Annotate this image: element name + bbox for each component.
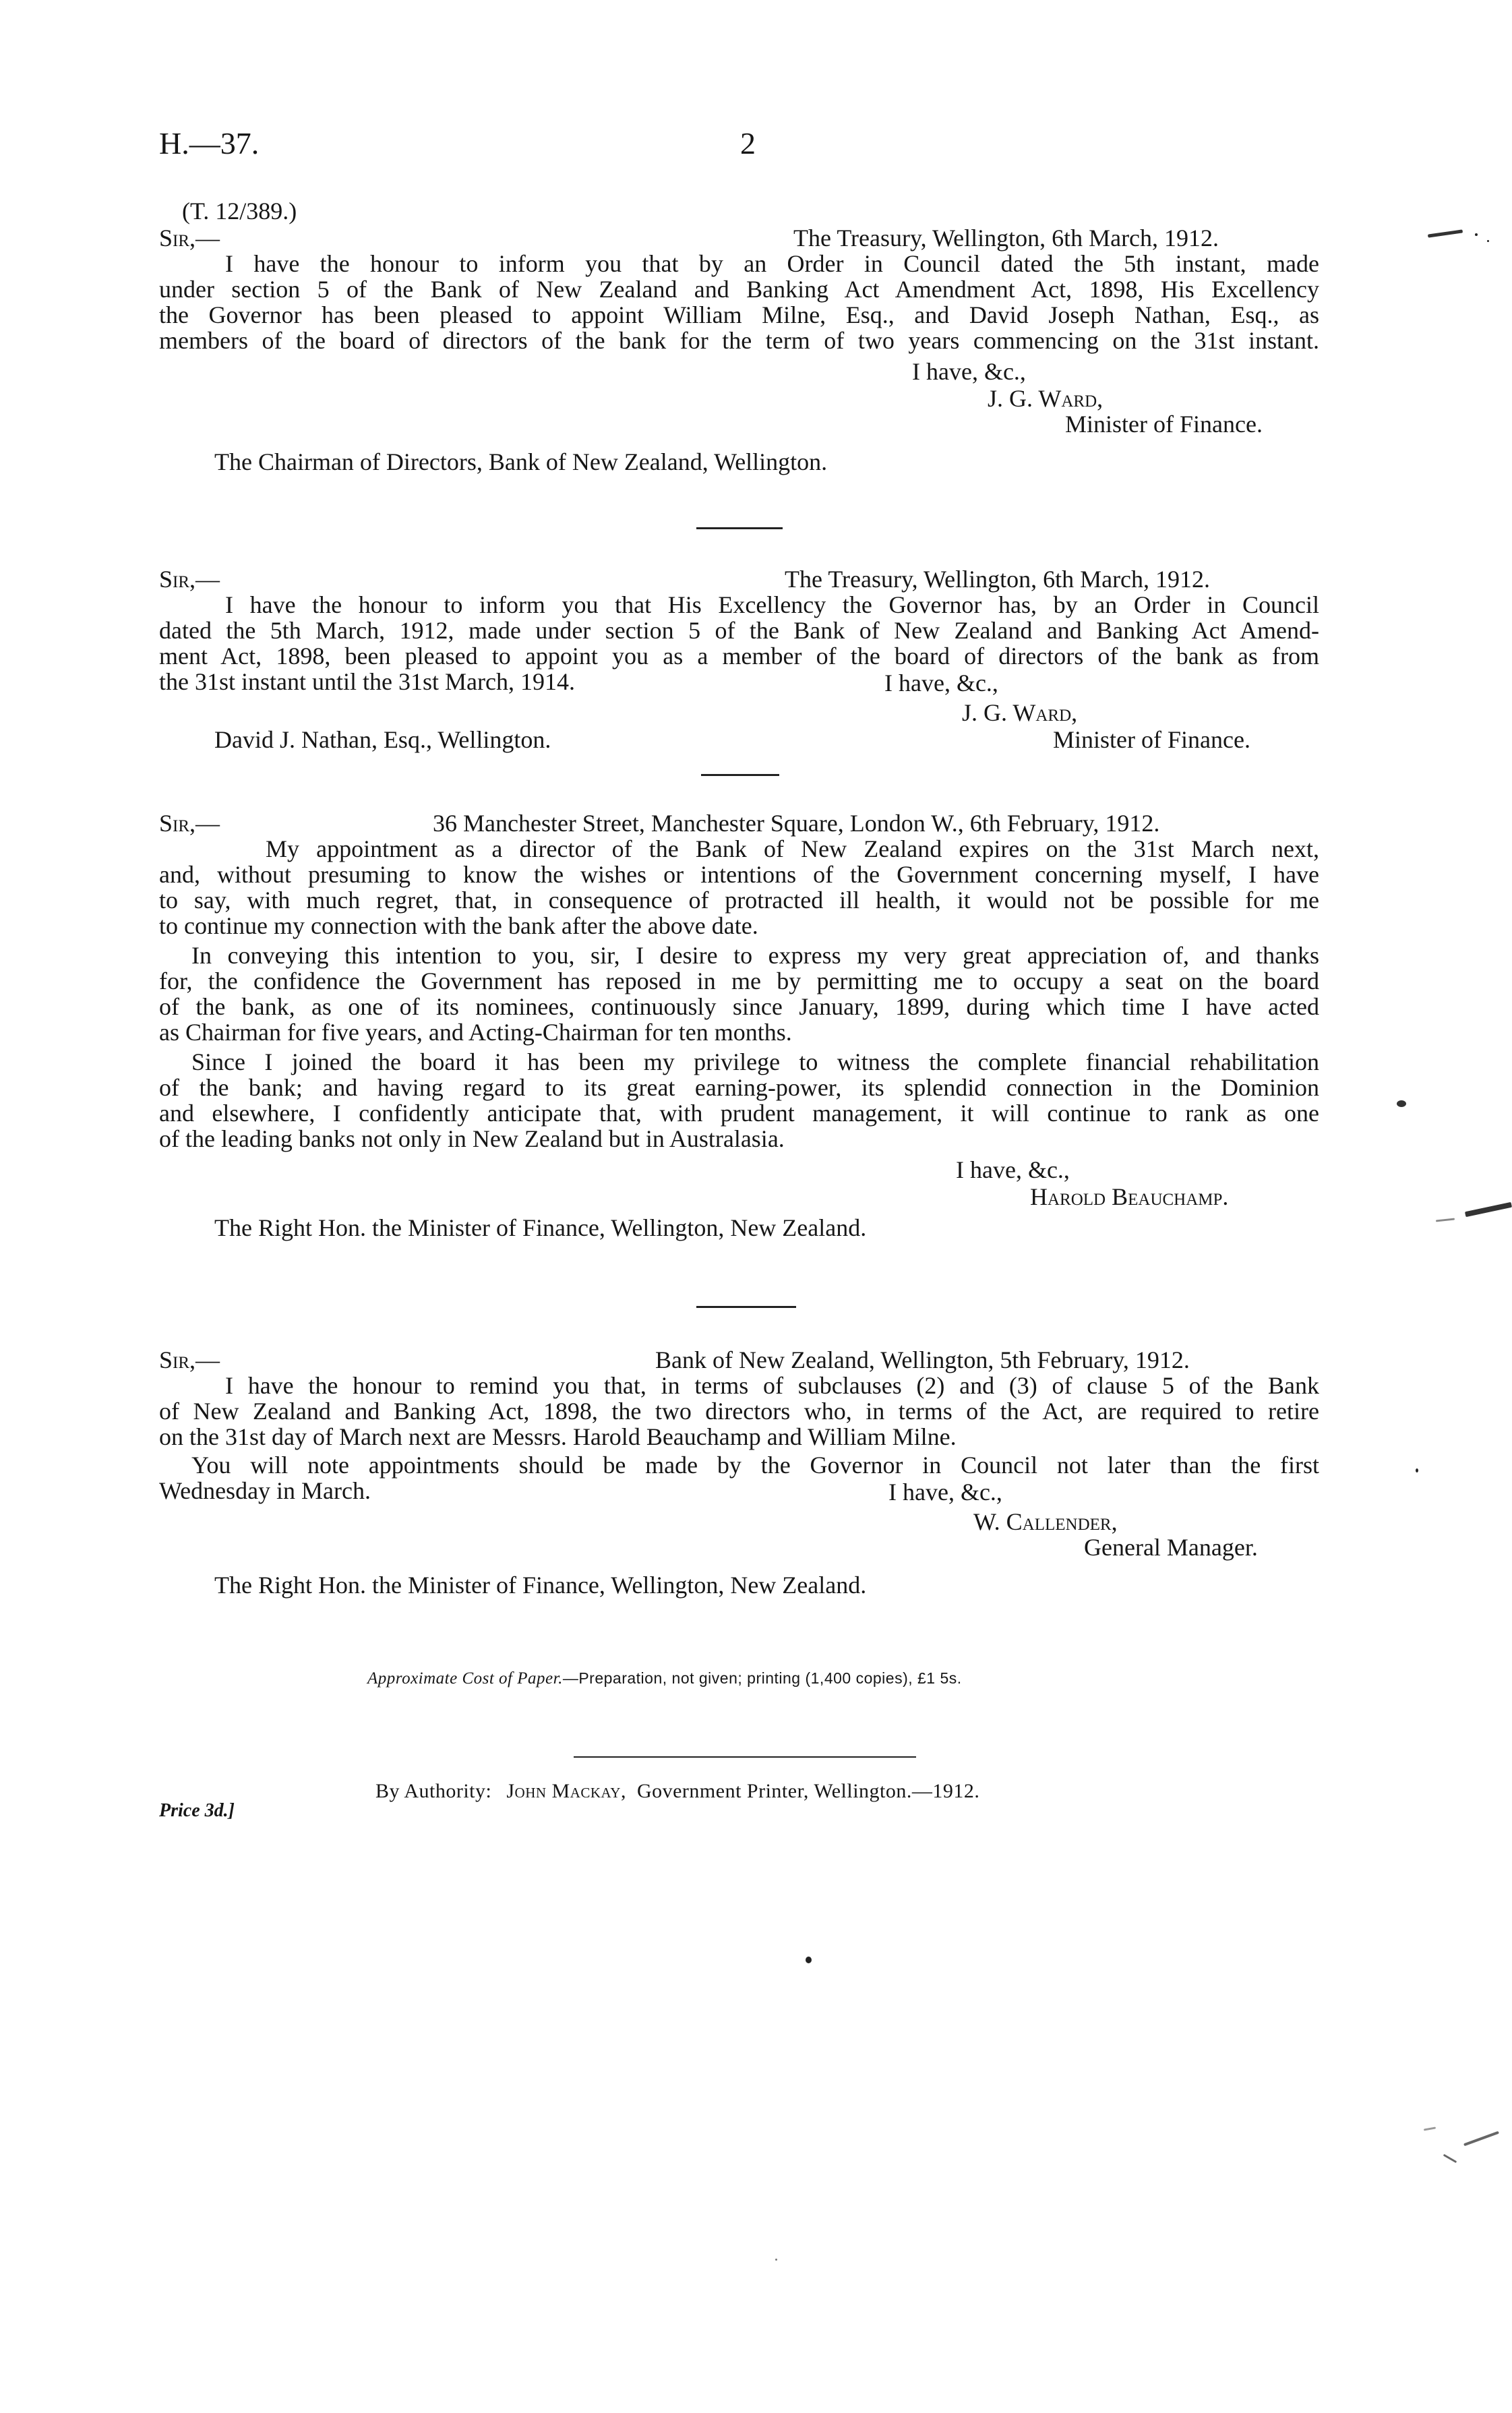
scan-mark-2 [1397,1100,1406,1107]
letter-2-addressee: David J. Nathan, Esq., Wellington. [214,726,551,753]
letter-4-p1-line-3: on the 31st day of March next are Messrs. Harold Beauchamp and William Milne. [159,1423,957,1450]
letter-2-body-line-3: ment Act, 1898, been pleased to appoint you as a member of the board of directors of the bank as from [159,643,1319,669]
scan-dot-3 [1416,1468,1418,1472]
cost-text: —Preparation, not given; printing (1,400 copies), £1 5s. [562,1669,962,1687]
letter-1-ref: (T. 12/389.) [182,198,297,225]
letter-4-signatory: W. Callender, [973,1508,1118,1535]
letter-3-p2-line-4: as Chairman for five years, and Acting-Chairman for ten months. [159,1019,792,1046]
letter-2-dateline: The Treasury, Wellington, 6th March, 1912. [785,566,1211,593]
letter-2-salutation: Sir,— [159,566,220,593]
letter-3-dateline: 36 Manchester Street, Manchester Square, London W., 6th February, 1912. [433,810,1160,837]
scan-mark-3 [1465,1202,1512,1217]
letter-2-body-line-4: the 31st instant until the 31st March, 1914. [159,668,575,695]
letter-3-p2-line-1: In conveying this intention to you, sir, I desire to express my very great appreciation of, and thanks [191,942,1319,969]
letter-1-closing: I have, &c., [912,358,1026,385]
footer-rule [574,1756,916,1758]
scan-mark-4 [1436,1218,1455,1222]
letter-3-p3-line-2: of the bank; and having regard to its great earning-power, its splendid connection in the Dominion [159,1074,1319,1101]
letter-4-salutation: Sir,— [159,1346,220,1373]
letter-3-p2-line-3: of the bank, as one of its nominees, continuously since January, 1899, during which time I have acted [159,993,1319,1020]
cost-label: Approximate Cost of Paper. [367,1669,563,1688]
letter-4-p2-line-1: You will note appointments should be made by the Governor in Council not later than the first [191,1452,1319,1479]
scan-dot-5 [775,2259,777,2261]
letter-1-body-line-4: members of the board of directors of the bank for the term of two years commencing on the 31st instant. [159,327,1319,354]
scan-mark-5 [1463,2131,1499,2147]
letter-1-signatory: J. G. Ward, [988,385,1103,412]
letter-2-body-line-1: I have the honour to inform you that His Excellency the Governor has, by an Order in Council [225,591,1319,618]
letter-3-closing: I have, &c., [956,1156,1070,1183]
letter-3-signatory: Harold Beauchamp. [1030,1183,1229,1210]
letter-1-dateline: The Treasury, Wellington, 6th March, 1912. [793,225,1219,251]
letter-4-p2-line-2: Wednesday in March. [159,1477,371,1504]
letter-1-salutation: Sir,— [159,225,220,251]
scan-mark-1 [1428,229,1463,237]
letter-2-title: Minister of Finance. [1053,726,1250,753]
letter-2-closing: I have, &c., [884,669,998,696]
scan-dot-2 [1487,240,1489,242]
price-note: Price 3d.] [159,1800,235,1821]
letter-3-salutation: Sir,— [159,810,220,837]
letter-4-dateline: Bank of New Zealand, Wellington, 5th February, 1912. [655,1346,1190,1373]
scan-dot-1 [1475,233,1478,236]
printer-text: Government Printer, Wellington.—1912. [636,1780,980,1802]
letter-3-p1-line-1: My appointment as a director of the Bank of New Zealand expires on the 31st March next, [266,835,1319,862]
letter-3-p3-line-3: and elsewhere, I confidently anticipate that, with prudent management, it will continue to rank as one [159,1100,1319,1127]
letter-4-p1-line-2: of New Zealand and Banking Act, 1898, the two directors who, in terms of the Act, are required to retire [159,1398,1319,1425]
printer-name: John Mackay, [506,1780,626,1802]
letter-3-p3-line-1: Since I joined the board it has been my privilege to witness the complete financial rehabilitation [191,1048,1319,1075]
authority-label: By Authority: [375,1780,492,1802]
letter-4-addressee: The Right Hon. the Minister of Finance, Wellington, New Zealand. [214,1572,867,1599]
letter-3-p1-line-4: to continue my connection with the bank after the above date. [159,912,758,939]
page-number: 2 [740,126,756,160]
letter-4-p1-line-1: I have the honour to remind you that, in terms of subclauses (2) and (3) of clause 5 of the Bank [225,1372,1319,1399]
letter-4-title: General Manager. [1084,1534,1258,1561]
letter-1-title: Minister of Finance. [1065,411,1263,438]
printer-authority-line [375,1780,979,1803]
letter-4-closing: I have, &c., [888,1479,1002,1506]
letter-1-body-line-3: the Governor has been pleased to appoint William Milne, Esq., and David Joseph Nathan, Esq., as [159,301,1319,328]
letter-3-p1-line-2: and, without presuming to know the wishes or intentions of the Government concerning myself, I have [159,861,1319,888]
letter-1-addressee: The Chairman of Directors, Bank of New Zealand, Wellington. [214,448,828,475]
letter-1-body-line-2: under section 5 of the Bank of New Zealand and Banking Act Amendment Act, 1898, His Excellency [159,276,1319,303]
letter-3-p3-line-4: of the leading banks not only in New Zealand but in Australasia. [159,1125,785,1152]
scan-mark-7 [1424,2126,1436,2131]
separator-rule-2 [701,774,779,776]
separator-rule-1 [696,527,783,529]
scan-mark-6 [1443,2154,1457,2164]
cost-of-paper-line [367,1669,962,1688]
letter-3-p1-line-3: to say, with much regret, that, in consequence of protracted ill health, it would not be possible for me [159,887,1319,914]
letter-1-body-line-1: I have the honour to inform you that by an Order in Council dated the 5th instant, made [225,250,1319,277]
separator-rule-3 [696,1306,796,1308]
scan-dot-4 [806,1957,812,1963]
letter-3-p2-line-2: for, the confidence the Government has reposed in me by permitting me to occupy a seat on the board [159,967,1319,994]
letter-2-signatory: J. G. Ward, [962,699,1078,726]
letter-3-addressee: The Right Hon. the Minister of Finance, Wellington, New Zealand. [214,1214,867,1241]
document-reference: H.—37. [159,126,260,160]
letter-2-body-line-2: dated the 5th March, 1912, made under section 5 of the Bank of New Zealand and Banking Act Amend- [159,617,1319,644]
